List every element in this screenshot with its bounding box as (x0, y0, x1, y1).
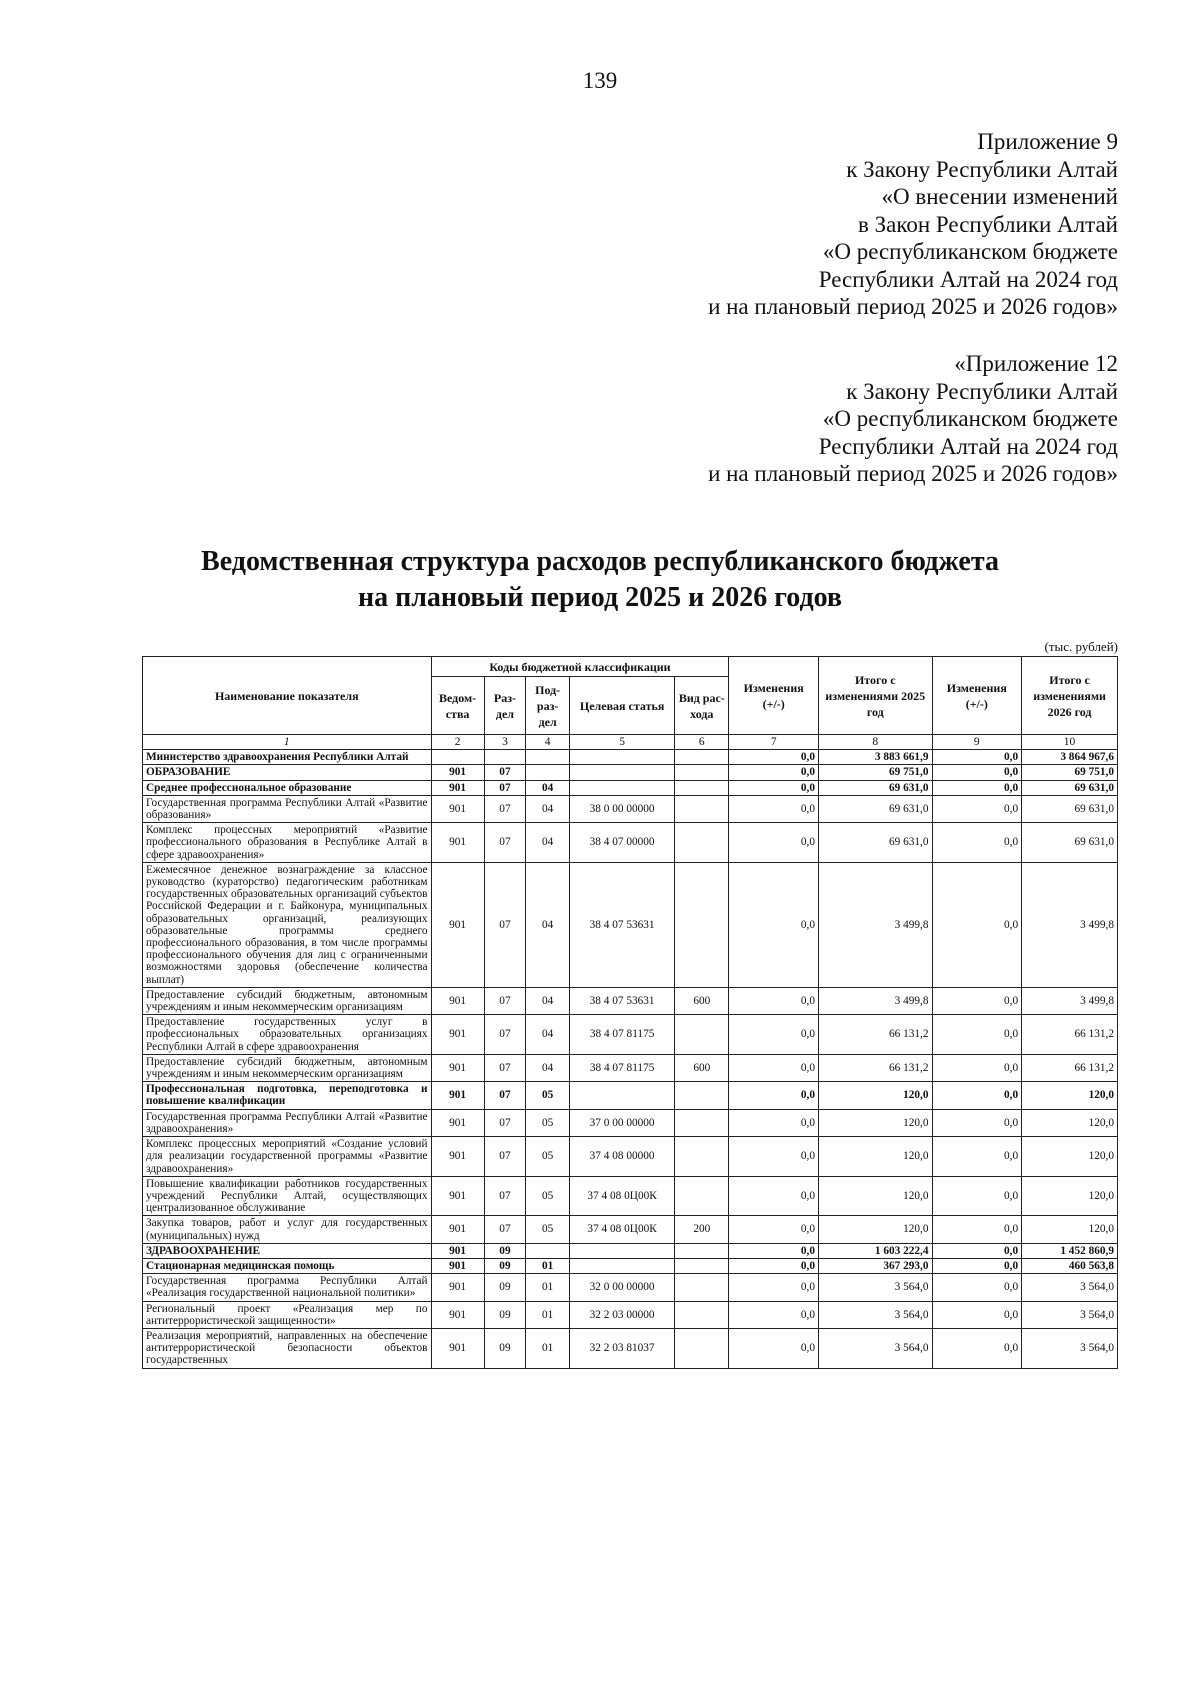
cell-vid-rashoda (675, 1243, 729, 1258)
cell-vid-rashoda (675, 1015, 729, 1055)
cell-total-2025: 3 499,8 (818, 987, 932, 1014)
cell-vedomstvo: 901 (431, 1258, 484, 1273)
cell-name: Реализация мероприятий, направленных на обеспечение антитеррористической безопасности объектов государственных (143, 1328, 432, 1368)
cell-vid-rashoda: 200 (675, 1216, 729, 1243)
cell-change-2026: 0,0 (932, 862, 1022, 987)
cell-change-2026: 0,0 (932, 1176, 1022, 1216)
cell-change-2025: 0,0 (729, 1082, 819, 1109)
cell-total-2026: 120,0 (1022, 1137, 1118, 1177)
cell-change-2026: 0,0 (932, 1274, 1022, 1301)
cell-change-2026: 0,0 (932, 795, 1022, 822)
table-row (143, 1301, 1118, 1328)
cell-name: Закупка товаров, работ и услуг для государственных (муниципальных) нужд (143, 1216, 432, 1243)
cell-vid-rashoda (675, 862, 729, 987)
cell-razdel: 07 (484, 1176, 526, 1216)
table-row (143, 1243, 1118, 1258)
cell-razdel: 07 (484, 1109, 526, 1136)
cell-total-2026: 3 499,8 (1022, 862, 1118, 987)
cell-name: Комплекс процессных мероприятий «Создание условий для реализации государственной программы «Развитие здравоохранения» (143, 1137, 432, 1177)
cell-podrazdel (526, 1243, 570, 1258)
cell-change-2026: 0,0 (932, 1082, 1022, 1109)
table-row (143, 1082, 1118, 1109)
cell-total-2025: 120,0 (818, 1176, 932, 1216)
cell-change-2025: 0,0 (729, 1216, 819, 1243)
cell-vedomstvo: 901 (431, 987, 484, 1014)
cell-razdel: 07 (484, 1015, 526, 1055)
cell-total-2026: 69 631,0 (1022, 823, 1118, 863)
appendix-line: в Закон Республики Алтай (858, 211, 1118, 237)
cell-change-2026: 0,0 (932, 987, 1022, 1014)
cell-celevaya-statya: 38 4 07 81175 (570, 1015, 675, 1055)
cell-celevaya-statya (570, 780, 675, 795)
appendix-12-heading (708, 350, 1118, 488)
cell-vedomstvo: 901 (431, 1216, 484, 1243)
cell-total-2025: 3 564,0 (818, 1328, 932, 1368)
cell-name: ОБРАЗОВАНИЕ (143, 765, 432, 780)
cell-change-2025: 0,0 (729, 1258, 819, 1273)
cell-celevaya-statya (570, 1258, 675, 1273)
column-number: 7 (729, 735, 819, 750)
cell-celevaya-statya: 37 4 08 00000 (570, 1137, 675, 1177)
cell-change-2026: 0,0 (932, 1301, 1022, 1328)
cell-razdel: 09 (484, 1274, 526, 1301)
cell-change-2026: 0,0 (932, 1137, 1022, 1177)
cell-vid-rashoda (675, 1137, 729, 1177)
appendix-line: «О внесении изменений (881, 184, 1118, 209)
appendix-line: «О республиканском бюджете (822, 239, 1118, 264)
cell-name: Государственная программа Республики Алтай «Развитие здравоохранения» (143, 1109, 432, 1136)
cell-vid-rashoda (675, 823, 729, 863)
cell-vedomstvo: 901 (431, 862, 484, 987)
column-number: 6 (675, 735, 729, 750)
cell-vid-rashoda (675, 1082, 729, 1109)
cell-total-2025: 120,0 (818, 1216, 932, 1243)
cell-razdel: 07 (484, 1137, 526, 1177)
cell-total-2026: 120,0 (1022, 1176, 1118, 1216)
cell-change-2025: 0,0 (729, 1015, 819, 1055)
appendix-9-heading (708, 128, 1118, 321)
cell-change-2026: 0,0 (932, 1109, 1022, 1136)
cell-change-2026: 0,0 (932, 750, 1022, 765)
cell-change-2025: 0,0 (729, 862, 819, 987)
cell-total-2025: 120,0 (818, 1082, 932, 1109)
cell-total-2026: 3 564,0 (1022, 1301, 1118, 1328)
cell-podrazdel: 01 (526, 1301, 570, 1328)
cell-razdel: 09 (484, 1301, 526, 1328)
cell-vid-rashoda (675, 1109, 729, 1136)
cell-razdel: 07 (484, 862, 526, 987)
cell-vid-rashoda (675, 795, 729, 822)
cell-change-2026: 0,0 (932, 1328, 1022, 1368)
document-title (0, 544, 1200, 616)
cell-name: Среднее профессиональное образование (143, 780, 432, 795)
cell-razdel: 07 (484, 987, 526, 1014)
cell-total-2025: 120,0 (818, 1109, 932, 1136)
cell-celevaya-statya: 38 4 07 81175 (570, 1054, 675, 1081)
cell-podrazdel: 04 (526, 1015, 570, 1055)
column-number: 10 (1022, 735, 1118, 750)
table-row (143, 1015, 1118, 1055)
cell-total-2026: 3 564,0 (1022, 1328, 1118, 1368)
cell-vedomstvo: 901 (431, 765, 484, 780)
appendix-line: к Закону Республики Алтай (846, 378, 1118, 404)
column-number: 5 (570, 735, 675, 750)
cell-podrazdel: 04 (526, 823, 570, 863)
column-number: 3 (484, 735, 526, 750)
appendix-line: «Приложение 12 (954, 351, 1118, 376)
cell-celevaya-statya (570, 1082, 675, 1109)
cell-vid-rashoda (675, 750, 729, 765)
table-row (143, 1258, 1118, 1273)
cell-vid-rashoda (675, 1176, 729, 1216)
cell-vedomstvo: 901 (431, 1109, 484, 1136)
cell-podrazdel: 04 (526, 795, 570, 822)
cell-total-2026: 69 751,0 (1022, 765, 1118, 780)
cell-total-2025: 69 631,0 (818, 823, 932, 863)
cell-change-2025: 0,0 (729, 987, 819, 1014)
cell-name: Государственная программа Республики Алтай «Развитие образования» (143, 795, 432, 822)
title-line-2: на плановый период 2025 и 2026 годов (357, 582, 843, 613)
table-row (143, 1054, 1118, 1081)
cell-total-2026: 120,0 (1022, 1109, 1118, 1136)
cell-name: Профессиональная подготовка, переподготовка и повышение квалификации (143, 1082, 432, 1109)
cell-podrazdel: 01 (526, 1328, 570, 1368)
header-change-2026: Изменения (+/-) (932, 657, 1022, 735)
cell-podrazdel: 05 (526, 1216, 570, 1243)
cell-vedomstvo: 901 (431, 1137, 484, 1177)
cell-change-2025: 0,0 (729, 795, 819, 822)
header-vid-rashoda: Вид рас-хода (675, 677, 729, 735)
cell-vedomstvo: 901 (431, 823, 484, 863)
cell-celevaya-statya (570, 1243, 675, 1258)
table-row (143, 765, 1118, 780)
table-row (143, 1328, 1118, 1368)
cell-change-2025: 0,0 (729, 765, 819, 780)
cell-celevaya-statya: 32 2 03 00000 (570, 1301, 675, 1328)
cell-razdel: 07 (484, 1054, 526, 1081)
cell-total-2025: 66 131,2 (818, 1054, 932, 1081)
cell-celevaya-statya: 37 4 08 0Ц00К (570, 1176, 675, 1216)
cell-name: Повышение квалификации работников государственных учреждений Республики Алтай, осуществляющих централизованное обслуживание (143, 1176, 432, 1216)
cell-name: Государственная программа Республики Алтай «Реализация государственной национальной политики» (143, 1274, 432, 1301)
cell-vid-rashoda (675, 1328, 729, 1368)
cell-change-2025: 0,0 (729, 750, 819, 765)
cell-name: Региональный проект «Реализация мер по антитеррористической защищенности» (143, 1301, 432, 1328)
cell-podrazdel: 04 (526, 862, 570, 987)
appendix-line: к Закону Республики Алтай (846, 156, 1118, 182)
cell-razdel: 07 (484, 765, 526, 780)
cell-celevaya-statya: 38 4 07 00000 (570, 823, 675, 863)
cell-vid-rashoda: 600 (675, 987, 729, 1014)
cell-podrazdel: 05 (526, 1137, 570, 1177)
cell-total-2025: 3 564,0 (818, 1301, 932, 1328)
page-number: 139 (582, 68, 618, 93)
cell-total-2025: 3 564,0 (818, 1274, 932, 1301)
appendix-line: «О республиканском бюджете (822, 406, 1118, 431)
cell-celevaya-statya: 38 0 00 00000 (570, 795, 675, 822)
cell-total-2025: 66 131,2 (818, 1015, 932, 1055)
cell-total-2026: 120,0 (1022, 1082, 1118, 1109)
cell-vid-rashoda (675, 1301, 729, 1328)
cell-total-2026: 460 563,8 (1022, 1258, 1118, 1273)
column-number: 1 (143, 735, 432, 750)
cell-razdel: 07 (484, 780, 526, 795)
cell-name: Предоставление государственных услуг в профессиональных образовательных организациях Республики Алтай в сфере здравоохранения (143, 1015, 432, 1055)
cell-total-2025: 69 751,0 (818, 765, 932, 780)
cell-change-2025: 0,0 (729, 1054, 819, 1081)
cell-vid-rashoda (675, 1258, 729, 1273)
cell-razdel: 07 (484, 823, 526, 863)
cell-podrazdel: 05 (526, 1176, 570, 1216)
cell-vid-rashoda (675, 780, 729, 795)
cell-total-2026: 66 131,2 (1022, 1054, 1118, 1081)
cell-change-2026: 0,0 (932, 1216, 1022, 1243)
cell-change-2025: 0,0 (729, 1328, 819, 1368)
header-razdel: Раз-дел (484, 677, 526, 735)
cell-total-2026: 66 131,2 (1022, 1015, 1118, 1055)
cell-vedomstvo (431, 750, 484, 765)
cell-change-2026: 0,0 (932, 1243, 1022, 1258)
cell-name: Предоставление субсидий бюджетным, автономным учреждениям и иным некоммерческим организациям (143, 987, 432, 1014)
table-row (143, 862, 1118, 987)
cell-celevaya-statya: 38 4 07 53631 (570, 862, 675, 987)
cell-celevaya-statya: 32 2 03 81037 (570, 1328, 675, 1368)
table-row (143, 987, 1118, 1014)
cell-razdel: 09 (484, 1243, 526, 1258)
header-total-2025: Итого с изменениями 2025 год (818, 657, 932, 735)
table-row (143, 1109, 1118, 1136)
cell-total-2025: 1 603 222,4 (818, 1243, 932, 1258)
cell-total-2026: 3 499,8 (1022, 987, 1118, 1014)
cell-razdel: 09 (484, 1328, 526, 1368)
cell-podrazdel: 05 (526, 1082, 570, 1109)
cell-total-2026: 69 631,0 (1022, 795, 1118, 822)
cell-change-2026: 0,0 (932, 765, 1022, 780)
cell-vedomstvo: 901 (431, 1243, 484, 1258)
cell-total-2026: 3 564,0 (1022, 1274, 1118, 1301)
cell-change-2026: 0,0 (932, 1015, 1022, 1055)
cell-name: Ежемесячное денежное вознаграждение за классное руководство (кураторство) педагогическим работникам государственных образовательных организаций субъектов Российской Федерации и г. Байконура, муниципальных образовательных организаций, реализующих образовательные программы среднего профессионального образования, в том числе программы профессионального обучения для лиц с ограниченными возможностями здоровья (обеспечение количества выплат) (143, 862, 432, 987)
column-number: 8 (818, 735, 932, 750)
header-name: Наименование показателя (143, 657, 432, 735)
cell-vedomstvo: 901 (431, 795, 484, 822)
header-codes-group: Коды бюджетной классификации (431, 657, 729, 677)
cell-podrazdel (526, 750, 570, 765)
cell-vedomstvo: 901 (431, 780, 484, 795)
cell-total-2026: 3 864 967,6 (1022, 750, 1118, 765)
cell-podrazdel: 01 (526, 1258, 570, 1273)
cell-celevaya-statya: 37 4 08 0Ц00К (570, 1216, 675, 1243)
cell-vid-rashoda (675, 765, 729, 780)
cell-change-2025: 0,0 (729, 1176, 819, 1216)
cell-podrazdel: 01 (526, 1274, 570, 1301)
cell-vedomstvo: 901 (431, 1082, 484, 1109)
cell-vedomstvo: 901 (431, 1054, 484, 1081)
cell-change-2025: 0,0 (729, 1301, 819, 1328)
cell-change-2025: 0,0 (729, 1274, 819, 1301)
cell-change-2025: 0,0 (729, 1109, 819, 1136)
cell-change-2025: 0,0 (729, 823, 819, 863)
cell-vedomstvo: 901 (431, 1015, 484, 1055)
appendix-line: и на плановый период 2025 и 2026 годов» (708, 461, 1118, 486)
appendix-line: Республики Алтай на 2024 год (818, 266, 1118, 292)
cell-change-2025: 0,0 (729, 780, 819, 795)
cell-total-2025: 367 293,0 (818, 1258, 932, 1273)
cell-podrazdel (526, 765, 570, 780)
cell-total-2025: 69 631,0 (818, 780, 932, 795)
cell-name: ЗДРАВООХРАНЕНИЕ (143, 1243, 432, 1258)
cell-name: Предоставление субсидий бюджетным, автономным учреждениям и иным некоммерческим организациям (143, 1054, 432, 1081)
cell-podrazdel: 04 (526, 780, 570, 795)
cell-change-2025: 0,0 (729, 1243, 819, 1258)
cell-podrazdel: 04 (526, 1054, 570, 1081)
header-celevaya-statya: Целевая статья (570, 677, 675, 735)
cell-total-2026: 120,0 (1022, 1216, 1118, 1243)
table-row (143, 750, 1118, 765)
cell-total-2025: 69 631,0 (818, 795, 932, 822)
cell-razdel: 07 (484, 1216, 526, 1243)
appendix-line: Приложение 9 (977, 129, 1118, 154)
cell-total-2025: 3 499,8 (818, 862, 932, 987)
cell-razdel: 07 (484, 1082, 526, 1109)
cell-name: Министерство здравоохранения Республики Алтай (143, 750, 432, 765)
cell-total-2025: 120,0 (818, 1137, 932, 1177)
cell-celevaya-statya (570, 765, 675, 780)
budget-table (142, 656, 1118, 1369)
cell-vid-rashoda: 600 (675, 1054, 729, 1081)
cell-celevaya-statya: 32 0 00 00000 (570, 1274, 675, 1301)
cell-vedomstvo: 901 (431, 1301, 484, 1328)
column-number: 9 (932, 735, 1022, 750)
table-row (143, 1137, 1118, 1177)
cell-podrazdel: 04 (526, 987, 570, 1014)
cell-razdel: 09 (484, 1258, 526, 1273)
cell-name: Стационарная медицинская помощь (143, 1258, 432, 1273)
cell-total-2026: 69 631,0 (1022, 780, 1118, 795)
cell-vedomstvo: 901 (431, 1328, 484, 1368)
cell-podrazdel: 05 (526, 1109, 570, 1136)
table-row (143, 1216, 1118, 1243)
appendix-line: Республики Алтай на 2024 год (818, 433, 1118, 459)
cell-celevaya-statya (570, 750, 675, 765)
table-row (143, 795, 1118, 822)
table-row (143, 780, 1118, 795)
cell-change-2025: 0,0 (729, 1137, 819, 1177)
cell-celevaya-statya: 38 4 07 53631 (570, 987, 675, 1014)
cell-change-2026: 0,0 (932, 1054, 1022, 1081)
column-number: 2 (431, 735, 484, 750)
column-number: 4 (526, 735, 570, 750)
cell-vedomstvo: 901 (431, 1176, 484, 1216)
cell-change-2026: 0,0 (932, 1258, 1022, 1273)
table-row (143, 1274, 1118, 1301)
header-podrazdel: Под-раз-дел (526, 677, 570, 735)
cell-total-2025: 3 883 661,9 (818, 750, 932, 765)
cell-change-2026: 0,0 (932, 780, 1022, 795)
table-row (143, 1176, 1118, 1216)
appendix-line: и на плановый период 2025 и 2026 годов» (708, 294, 1118, 319)
table-row (143, 823, 1118, 863)
cell-celevaya-statya: 37 0 00 00000 (570, 1109, 675, 1136)
header-vedomstvo: Ведом-ства (431, 677, 484, 735)
header-change-2025: Изменения (+/-) (729, 657, 819, 735)
cell-total-2026: 1 452 860,9 (1022, 1243, 1118, 1258)
cell-razdel: 07 (484, 795, 526, 822)
cell-name: Комплекс процессных мероприятий «Развитие профессионального образования в Республике Алтай в сфере здравоохранения» (143, 823, 432, 863)
title-line-1: Ведомственная структура расходов республиканского бюджета (201, 546, 999, 577)
cell-razdel (484, 750, 526, 765)
header-total-2026: Итого с изменениями 2026 год (1022, 657, 1118, 735)
table-body (143, 735, 1118, 1369)
column-number-row (143, 735, 1118, 750)
cell-change-2026: 0,0 (932, 823, 1022, 863)
cell-vedomstvo: 901 (431, 1274, 484, 1301)
unit-note: (тыс. рублей) (1044, 639, 1118, 654)
cell-vid-rashoda (675, 1274, 729, 1301)
